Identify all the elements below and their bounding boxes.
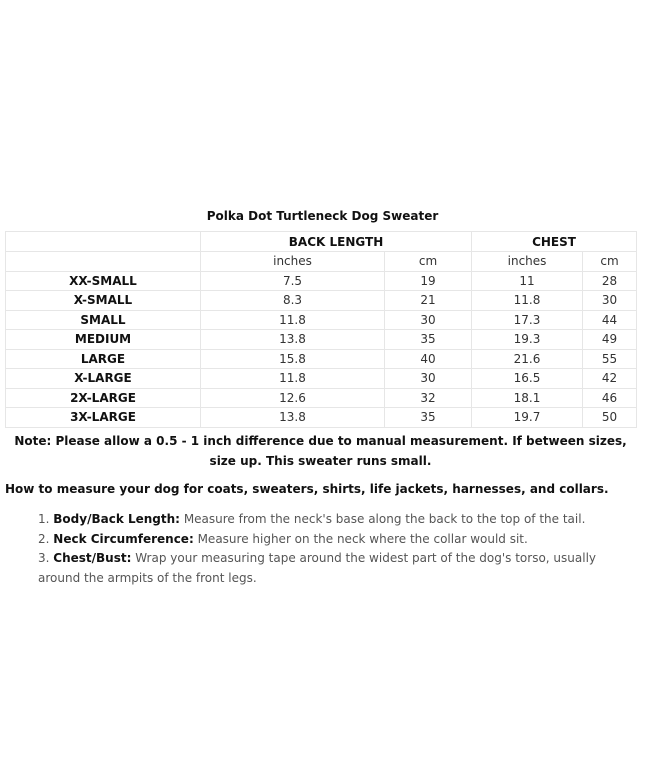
size-label: MEDIUM bbox=[6, 330, 201, 350]
chest-cm: 49 bbox=[583, 330, 637, 350]
group-header-row bbox=[6, 232, 637, 252]
group-header-back-length: BACK LENGTH bbox=[201, 232, 472, 252]
size-label: X-SMALL bbox=[6, 291, 201, 311]
empty-header-cell bbox=[6, 232, 201, 252]
list-item bbox=[38, 530, 630, 550]
back-length-inches: 13.8 bbox=[201, 330, 385, 350]
chest-cm: 42 bbox=[583, 369, 637, 389]
back-length-inches: 11.8 bbox=[201, 369, 385, 389]
step-text: Measure higher on the neck where the collar would sit. bbox=[197, 531, 528, 546]
how-to-measure-heading: How to measure your dog for coats, sweaters, shirts, life jackets, harnesses, and collars. bbox=[5, 482, 609, 496]
size-label: X-LARGE bbox=[6, 369, 201, 389]
step-term: Chest/Bust: bbox=[53, 551, 132, 565]
chest-inches: 19.3 bbox=[472, 330, 583, 350]
empty-unit-cell bbox=[6, 252, 201, 272]
back-length-cm: 30 bbox=[385, 310, 472, 330]
unit-header-back-cm: cm bbox=[385, 252, 472, 272]
back-length-cm: 19 bbox=[385, 271, 472, 291]
size-label: XX-SMALL bbox=[6, 271, 201, 291]
chest-inches: 11 bbox=[472, 271, 583, 291]
sizing-note: Note: Please allow a 0.5 - 1 inch difference due to manual measurement. If between sizes, size up. This sweater runs small. bbox=[14, 434, 627, 468]
table-row bbox=[6, 330, 637, 350]
unit-header-row bbox=[6, 252, 637, 272]
step-text: Measure from the neck's base along the back to the top of the tail. bbox=[183, 512, 586, 526]
measurement-steps-list bbox=[38, 510, 630, 588]
step-number: 1. bbox=[38, 512, 50, 526]
back-length-inches: 15.8 bbox=[201, 349, 385, 369]
step-number: 2. bbox=[38, 531, 50, 546]
step-term: Neck Circumference: bbox=[53, 531, 194, 546]
chest-cm: 55 bbox=[583, 349, 637, 369]
step-term: Body/Back Length: bbox=[53, 512, 180, 526]
size-label: LARGE bbox=[6, 349, 201, 369]
back-length-inches: 13.8 bbox=[201, 408, 385, 428]
chest-cm: 30 bbox=[583, 291, 637, 311]
back-length-inches: 11.8 bbox=[201, 310, 385, 330]
table-row bbox=[6, 310, 637, 330]
chest-cm: 28 bbox=[583, 271, 637, 291]
back-length-cm: 35 bbox=[385, 330, 472, 350]
step-text: Wrap your measuring tape around the widest part of the dog's torso, usually around the armpits of the front legs. bbox=[38, 551, 597, 585]
size-chart-table bbox=[5, 231, 637, 428]
chest-inches: 19.7 bbox=[472, 408, 583, 428]
chest-inches: 18.1 bbox=[472, 388, 583, 408]
chest-inches: 16.5 bbox=[472, 369, 583, 389]
table-row bbox=[6, 408, 637, 428]
chest-inches: 11.8 bbox=[472, 291, 583, 311]
back-length-inches: 7.5 bbox=[201, 271, 385, 291]
chest-inches: 17.3 bbox=[472, 310, 583, 330]
step-number: 3. bbox=[38, 551, 50, 565]
list-item bbox=[38, 510, 630, 530]
unit-header-back-inches: inches bbox=[201, 252, 385, 272]
chest-cm: 44 bbox=[583, 310, 637, 330]
back-length-cm: 35 bbox=[385, 408, 472, 428]
unit-header-chest-cm: cm bbox=[583, 252, 637, 272]
table-row bbox=[6, 291, 637, 311]
table-row bbox=[6, 388, 637, 408]
back-length-inches: 8.3 bbox=[201, 291, 385, 311]
back-length-cm: 40 bbox=[385, 349, 472, 369]
table-row bbox=[6, 349, 637, 369]
table-row bbox=[6, 369, 637, 389]
table-caption: Polka Dot Turtleneck Dog Sweater bbox=[206, 209, 439, 223]
list-item bbox=[38, 549, 630, 588]
group-header-chest: CHEST bbox=[472, 232, 637, 252]
size-label: SMALL bbox=[6, 310, 201, 330]
back-length-inches: 12.6 bbox=[201, 388, 385, 408]
chest-cm: 50 bbox=[583, 408, 637, 428]
back-length-cm: 21 bbox=[385, 291, 472, 311]
size-label: 2X-LARGE bbox=[6, 388, 201, 408]
back-length-cm: 32 bbox=[385, 388, 472, 408]
size-label: 3X-LARGE bbox=[6, 408, 201, 428]
table-row bbox=[6, 271, 637, 291]
chest-cm: 46 bbox=[583, 388, 637, 408]
chest-inches: 21.6 bbox=[472, 349, 583, 369]
unit-header-chest-inches: inches bbox=[472, 252, 583, 272]
back-length-cm: 30 bbox=[385, 369, 472, 389]
